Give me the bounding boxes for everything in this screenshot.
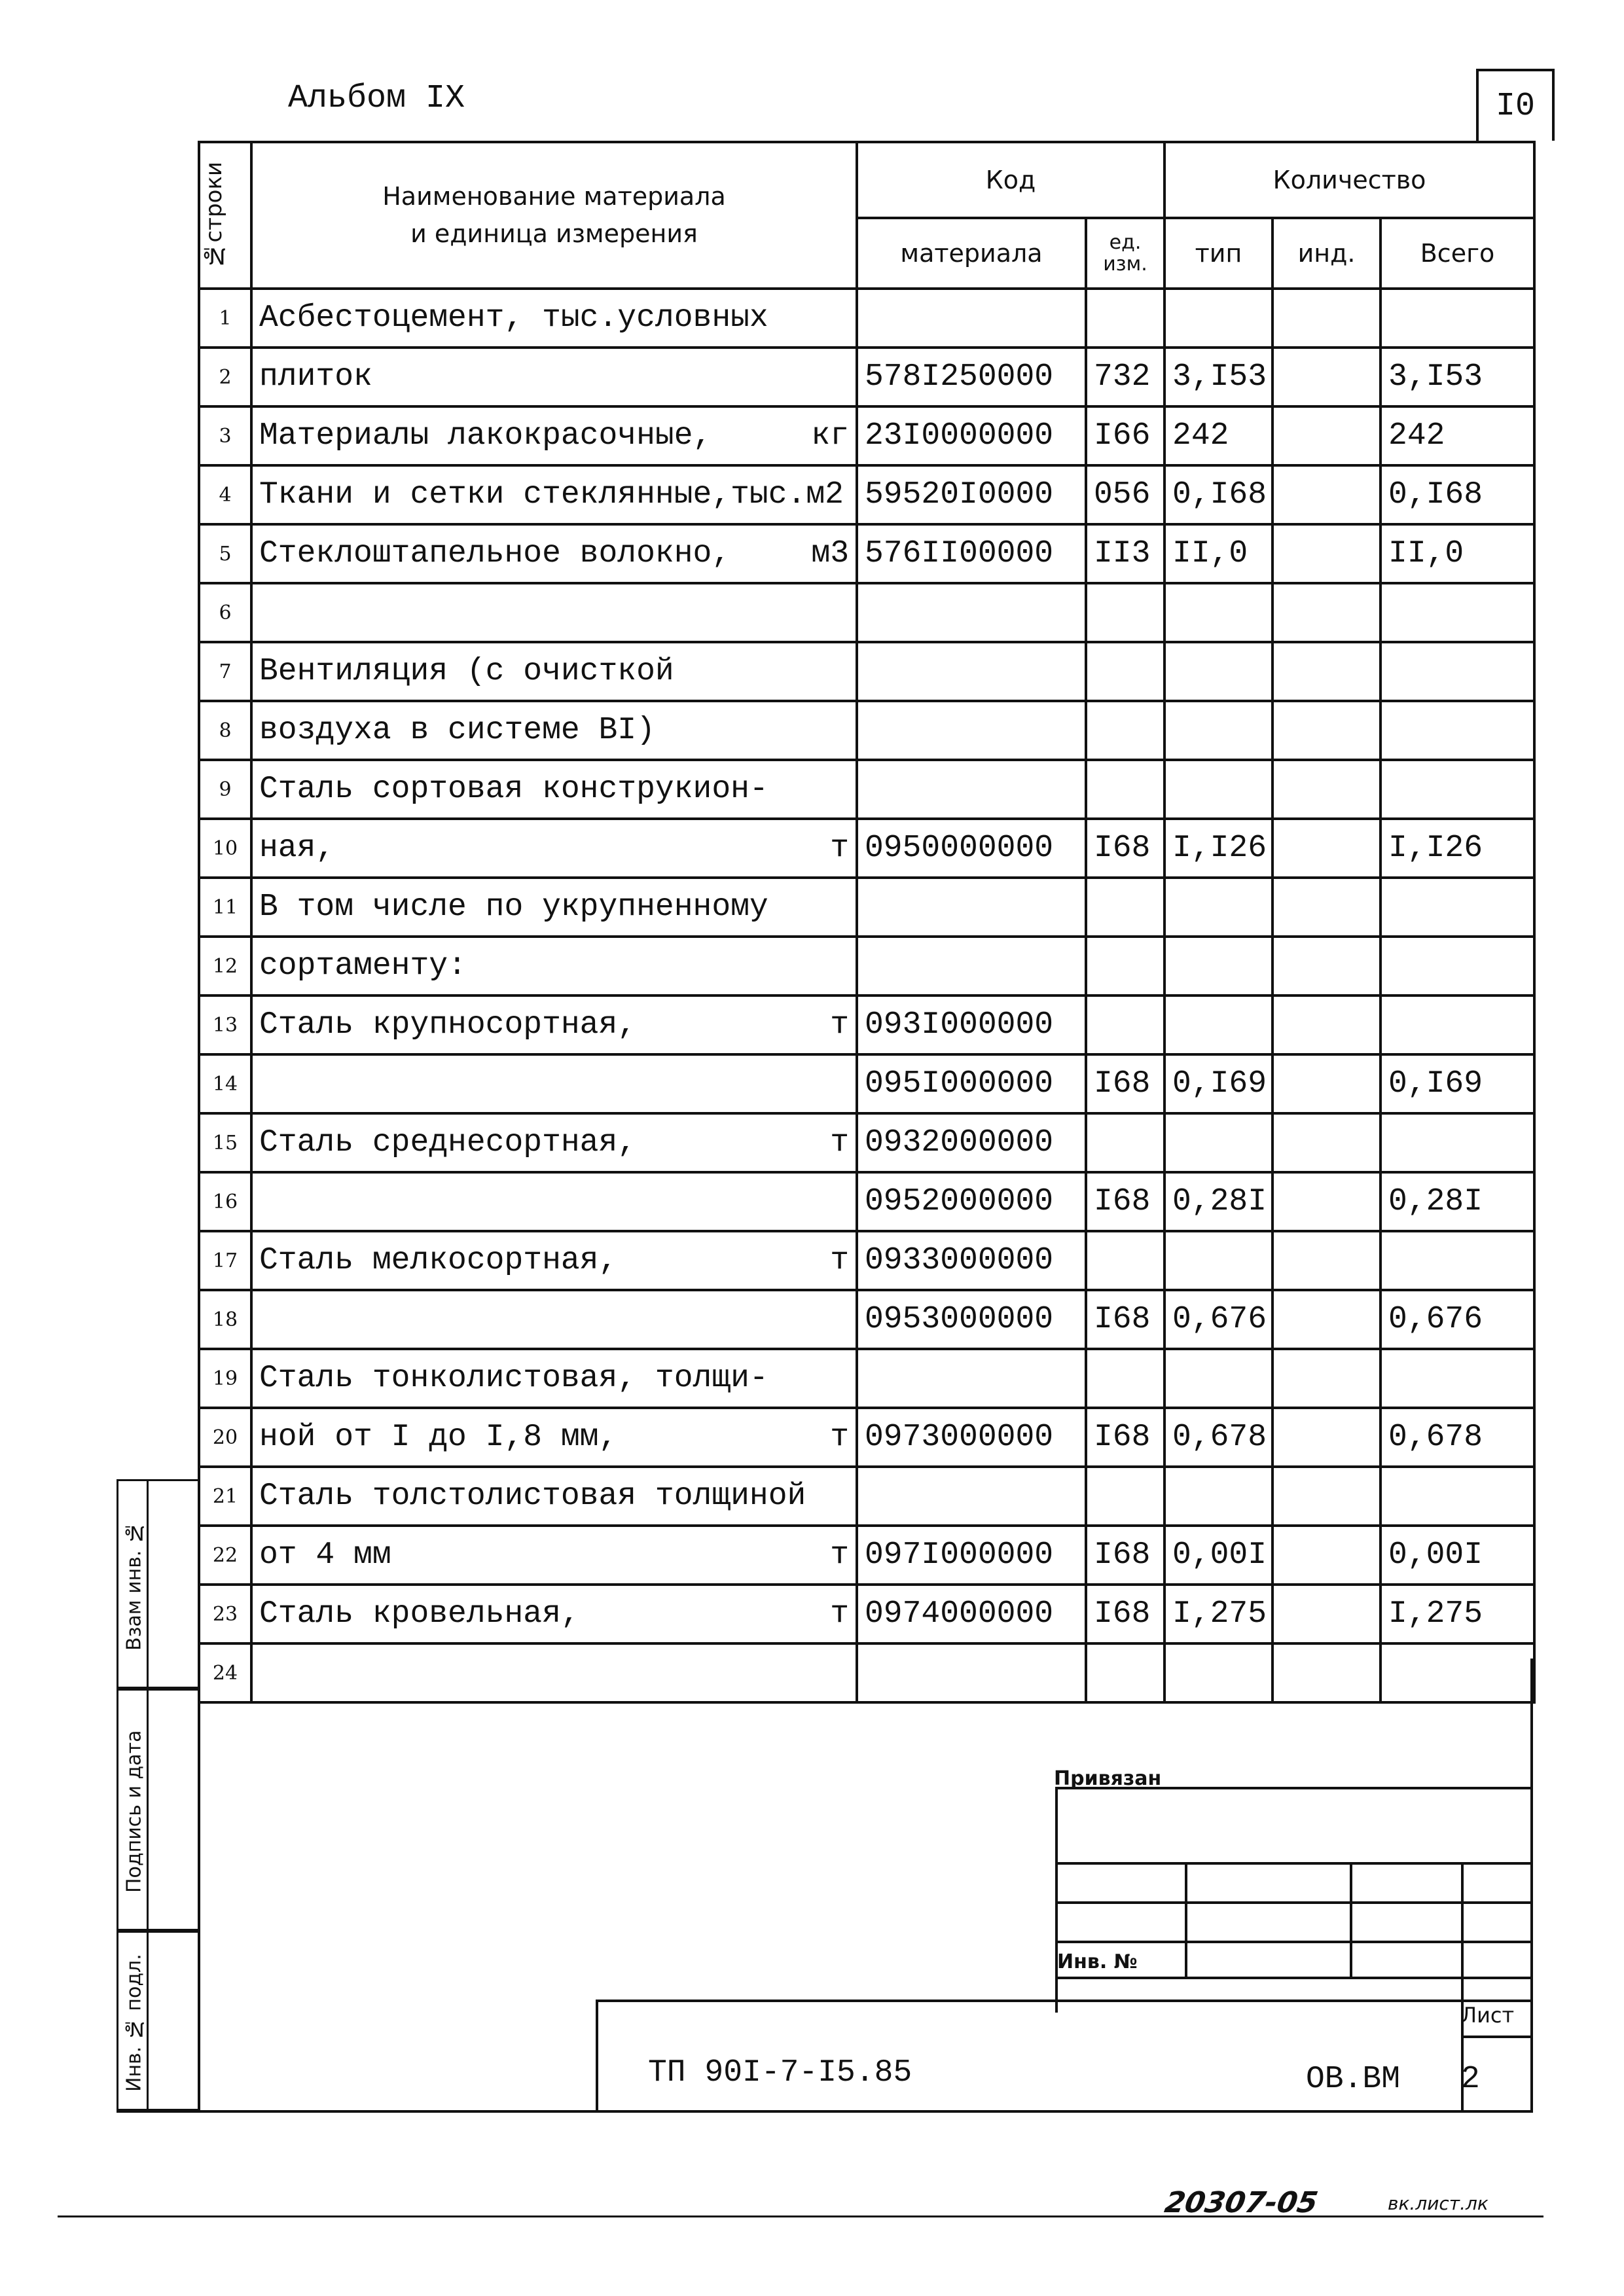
qty-total: 0,28I [1380,1172,1534,1231]
material-name: Сталь крупносортная, [259,1007,637,1043]
table-row [199,406,1534,465]
material-code: 095I000000 [857,1054,1086,1113]
qty-ind [1272,1349,1380,1408]
title-top [596,2000,1533,2002]
qty-type: 0,I68 [1164,465,1272,524]
qty-group-header: Количество [1164,142,1534,218]
material-code: 0932000000 [857,1113,1086,1172]
qty-total: 3,I53 [1380,348,1534,406]
qty-type: 0,676 [1164,1290,1272,1349]
unit-code [1086,583,1164,642]
qty-ind [1272,289,1380,348]
table-row [199,348,1534,406]
row-number: 5 [199,524,251,583]
qty-ind [1272,583,1380,642]
album-title: Альбом IX [288,80,465,117]
code-group-header: Код [857,142,1164,218]
qty-total [1380,289,1534,348]
unit-code [1086,878,1164,937]
material-name: воздуха в системе BI) [259,713,655,748]
material-code [857,937,1086,996]
unit-code [1086,289,1164,348]
material-name: Материалы лакокрасочные, [259,418,712,454]
archive-number: 20307-05 [1162,2186,1321,2219]
qty-ind [1272,760,1380,819]
qty-total: II,0 [1380,524,1534,583]
qty-ind [1272,937,1380,996]
material-code: 0973000000 [857,1408,1086,1467]
material-unit: т [830,1125,849,1160]
qty-ind [1272,1172,1380,1231]
document-code: ТП 90I-7-I5.85 [648,2055,912,2090]
bound-label: Привязан [1054,1767,1162,1790]
qty-type-header: тип [1164,218,1272,289]
material-name: Стеклоштапельное волокно, [259,536,731,571]
unit-code [1086,996,1164,1054]
qty-total [1380,583,1534,642]
row-number: 13 [199,996,251,1054]
table-row [199,1585,1534,1643]
unit-code [1086,1231,1164,1290]
qty-type [1164,701,1272,760]
frame-right [1530,1659,1533,2111]
row-number: 18 [199,1290,251,1349]
qty-ind [1272,1585,1380,1643]
material-code [857,1467,1086,1526]
material-name: от 4 мм [259,1537,391,1573]
row-number: 23 [199,1585,251,1643]
material-name-cell [251,760,857,819]
qty-type [1164,878,1272,937]
qty-type: 0,00I [1164,1526,1272,1585]
qty-total: 242 [1380,406,1534,465]
table-row [199,1408,1534,1467]
trim-line [58,2215,1543,2217]
table-row [199,1054,1534,1113]
qty-ind [1272,1467,1380,1526]
page-number: I0 [1476,69,1555,141]
unit-code: II3 [1086,524,1164,583]
qty-ind [1272,524,1380,583]
table-row [199,1467,1534,1526]
material-name: Сталь среднесортная, [259,1125,637,1160]
side-box-inv [117,1931,200,2111]
qty-total: I,275 [1380,1585,1534,1643]
code-material-header: материала [857,218,1086,289]
qty-type: 3,I53 [1164,348,1272,406]
qty-ind [1272,996,1380,1054]
row-number: 3 [199,406,251,465]
qty-type [1164,760,1272,819]
table-row [199,937,1534,996]
qty-type: 0,I69 [1164,1054,1272,1113]
material-unit: т [830,1243,849,1278]
material-name: плиток [259,359,372,395]
unit-code: 056 [1086,465,1164,524]
material-name-cell [251,1467,857,1526]
material-name: ной от I до I,8 мм, [259,1420,618,1455]
table-row [199,878,1534,937]
material-name-cell [251,1643,857,1702]
qty-ind [1272,878,1380,937]
material-name-cell [251,937,857,996]
table-row [199,1172,1534,1231]
material-name: ная, [259,831,335,866]
unit-code [1086,1349,1164,1408]
qty-type: 242 [1164,406,1272,465]
material-name-cell [251,878,857,937]
row-number: 10 [199,819,251,878]
table-row [199,1231,1534,1290]
row-number: 4 [199,465,251,524]
qty-type [1164,1467,1272,1526]
unit-code: I68 [1086,1585,1164,1643]
qty-total [1380,996,1534,1054]
qty-ind [1272,701,1380,760]
material-code: 097I000000 [857,1526,1086,1585]
material-name-cell [251,406,857,465]
material-code: 59520I0000 [857,465,1086,524]
qty-total: 0,676 [1380,1290,1534,1349]
material-unit: кг [811,418,849,454]
unit-code [1086,1113,1164,1172]
qty-total: I,I26 [1380,819,1534,878]
document-mark: ОВ.ВМ [1306,2062,1401,2097]
row-number: 9 [199,760,251,819]
unit-code: I68 [1086,819,1164,878]
material-name-cell [251,1113,857,1172]
code-unit-header: ед. изм. [1086,218,1164,289]
qty-type [1164,583,1272,642]
table-row [199,760,1534,819]
qty-total: 0,00I [1380,1526,1534,1585]
material-unit: т [830,831,849,866]
unit-code: I68 [1086,1526,1164,1585]
row-no-header: №строки [199,142,251,289]
table-row [199,1349,1534,1408]
qty-total: 0,I68 [1380,465,1534,524]
qty-type: I,I26 [1164,819,1272,878]
qty-ind [1272,1643,1380,1702]
material-name: Сталь сортовая конструкион- [259,772,768,807]
unit-code [1086,642,1164,701]
qty-total-header: Всего [1380,218,1534,289]
unit-code: I68 [1086,1172,1164,1231]
material-name-cell [251,819,857,878]
row-number: 22 [199,1526,251,1585]
title-left [596,2000,598,2111]
unit-code [1086,1643,1164,1702]
qty-ind [1272,465,1380,524]
material-code: 0974000000 [857,1585,1086,1643]
side-label-podpis: Подпись и дата [122,1730,146,1893]
unit-code: I66 [1086,406,1164,465]
qty-type [1164,996,1272,1054]
material-name: Ткани и сетки стеклянные,тыс.м2 [259,477,844,512]
qty-ind [1272,1054,1380,1113]
material-code [857,878,1086,937]
frame-left [198,1659,200,2111]
qty-total: 0,I69 [1380,1054,1534,1113]
qty-type: II,0 [1164,524,1272,583]
material-code: 093I000000 [857,996,1086,1054]
material-code [857,289,1086,348]
qty-total [1380,701,1534,760]
material-unit: м3 [811,536,849,571]
row-number: 15 [199,1113,251,1172]
table-row [199,289,1534,348]
qty-type: 0,28I [1164,1172,1272,1231]
material-name: Сталь тонколистовая, толщи- [259,1361,768,1396]
table-row [199,1113,1534,1172]
material-name-cell [251,996,857,1054]
material-code: 23I0000000 [857,406,1086,465]
unit-code [1086,1467,1164,1526]
table-row [199,642,1534,701]
material-name: сортаменту: [259,948,467,984]
qty-total [1380,878,1534,937]
material-code [857,701,1086,760]
qty-type [1164,1113,1272,1172]
material-name-cell [251,583,857,642]
material-unit: т [830,1596,849,1632]
material-name-cell [251,465,857,524]
sheet-label: Лист [1461,2003,1515,2028]
qty-type [1164,289,1272,348]
row-number: 7 [199,642,251,701]
row-number: 19 [199,1349,251,1408]
material-unit: т [830,1420,849,1455]
material-code: 0953000000 [857,1290,1086,1349]
name-header: Наименование материала и единица измерения [251,142,857,289]
material-code: 576II00000 [857,524,1086,583]
qty-ind [1272,1113,1380,1172]
material-name-cell [251,524,857,583]
material-name: В том числе по укрупненному [259,889,768,925]
material-code [857,1643,1086,1702]
material-code [857,760,1086,819]
row-number: 8 [199,701,251,760]
material-code: 578I250000 [857,348,1086,406]
qty-ind [1272,1231,1380,1290]
sheet-number: 2 [1461,2062,1480,2097]
material-code: 0952000000 [857,1172,1086,1231]
side-label-inv: Инв. № подл. [122,1954,146,2092]
material-name-cell [251,1231,857,1290]
qty-ind-header: инд. [1272,218,1380,289]
qty-total [1380,642,1534,701]
material-name: Вентиляция (с очисткой [259,654,674,689]
material-code: 0950000000 [857,819,1086,878]
row-number: 21 [199,1467,251,1526]
inv-number-label: Инв. № [1057,1950,1138,1973]
table-row [199,583,1534,642]
qty-total [1380,760,1534,819]
qty-total [1380,937,1534,996]
material-name: Сталь толстолистовая толщиной [259,1479,806,1514]
unit-code: I68 [1086,1408,1164,1467]
qty-type [1164,642,1272,701]
qty-total [1380,1231,1534,1290]
material-code: 0933000000 [857,1231,1086,1290]
materials-table [198,141,1536,1704]
qty-type [1164,1643,1272,1702]
material-unit: т [830,1007,849,1043]
material-name-cell [251,1526,857,1585]
row-number: 14 [199,1054,251,1113]
frame-bottom [117,2110,1533,2113]
unit-code: I68 [1086,1290,1164,1349]
material-unit: т [830,1537,849,1573]
material-name: Сталь кровельная, [259,1596,580,1632]
qty-total [1380,1467,1534,1526]
unit-code [1086,701,1164,760]
material-name-cell [251,701,857,760]
table-row [199,465,1534,524]
side-divider [147,1479,149,2111]
qty-total [1380,1113,1534,1172]
row-number: 16 [199,1172,251,1231]
material-name-cell [251,348,857,406]
qty-total: 0,678 [1380,1408,1534,1467]
table-row [199,819,1534,878]
table-row [199,996,1534,1054]
material-name: Сталь мелкосортная, [259,1243,618,1278]
side-label-vzam: Взам инв. № [122,1521,146,1651]
qty-ind [1272,819,1380,878]
row-number: 17 [199,1231,251,1290]
row-number: 2 [199,348,251,406]
qty-total [1380,1643,1534,1702]
row-number: 12 [199,937,251,996]
table-row [199,701,1534,760]
qty-type [1164,1349,1272,1408]
qty-ind [1272,348,1380,406]
row-number: 11 [199,878,251,937]
table-row [199,1290,1534,1349]
qty-ind [1272,1290,1380,1349]
unit-code: I68 [1086,1054,1164,1113]
table-row [199,1526,1534,1585]
side-box-vzam [117,1479,200,1689]
row-number: 1 [199,289,251,348]
unit-code: 732 [1086,348,1164,406]
qty-type: I,275 [1164,1585,1272,1643]
qty-type [1164,1231,1272,1290]
qty-ind [1272,406,1380,465]
side-box-podpis [117,1689,200,1931]
material-code [857,1349,1086,1408]
archive-note: вк.лист.лк [1388,2193,1489,2214]
material-name-cell [251,289,857,348]
material-name-cell [251,1585,857,1643]
stamp-col2 [1350,1862,1352,1977]
row-number: 6 [199,583,251,642]
material-code [857,642,1086,701]
qty-total [1380,1349,1534,1408]
sheet-divider [1461,2036,1533,2038]
stamp-col1 [1185,1862,1187,1977]
table-row [199,1643,1534,1702]
material-code [857,583,1086,642]
material-name-cell [251,1290,857,1349]
table-row [199,524,1534,583]
unit-code [1086,937,1164,996]
unit-code [1086,760,1164,819]
qty-ind [1272,1408,1380,1467]
material-name-cell [251,1408,857,1467]
material-name-cell [251,1172,857,1231]
material-name: Асбестоцемент, тыс.условных [259,300,768,336]
material-name-cell [251,1054,857,1113]
row-number: 24 [199,1643,251,1702]
qty-ind [1272,642,1380,701]
row-number: 20 [199,1408,251,1467]
qty-type [1164,937,1272,996]
qty-type: 0,678 [1164,1408,1272,1467]
material-name-cell [251,642,857,701]
qty-ind [1272,1526,1380,1585]
material-name-cell [251,1349,857,1408]
